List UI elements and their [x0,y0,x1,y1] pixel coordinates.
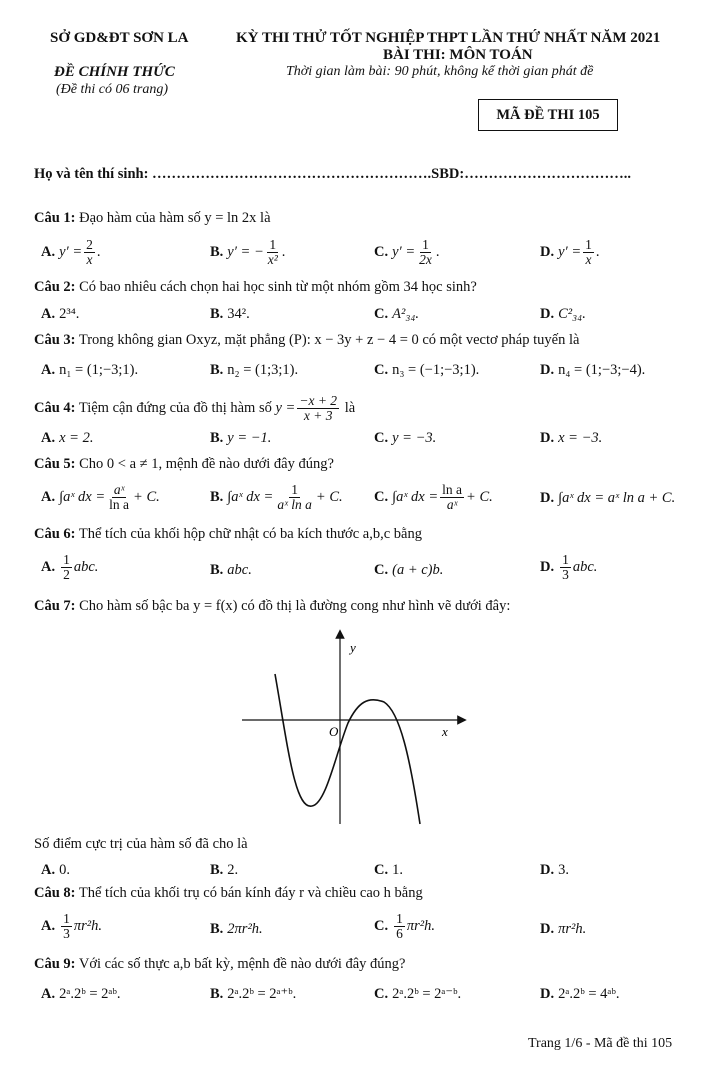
exam-code-box [478,99,618,131]
pages-note: (Đề thi có 06 trang) [56,82,168,97]
question-6: Câu 6: Thể tích của khối hộp chữ nhật có ba kích thước a,b,c bằng [34,526,422,542]
y-axis-label: y [350,640,356,655]
question-2: Câu 2: Có bao nhiêu cách chọn hai học sinh từ một nhóm gồm 34 học sinh? [34,279,477,295]
q8-option-b: B. 2πr²h. [210,921,263,937]
question-8: Câu 8: Thể tích của khối trụ có bán kính đáy r và chiều cao h bằng [34,885,423,901]
q2-option-c: C. A²₃₄. [374,306,420,322]
question-1 [34,210,271,227]
question-9: Câu 9: Với các số thực a,b bất kỳ, mệnh đề nào dưới đây đúng? [34,956,406,972]
question-5: Câu 5: Cho 0 < a ≠ 1, mệnh đề nào dưới đây đúng? [34,456,334,472]
q3-option-b: B. n₂ = (1;3;1). [210,362,299,378]
q6-option-c: C. (a + c)b. [374,562,444,578]
q8-option-a: A. $\frac{1}{3}$ πr²h. [41,911,102,942]
q5-option-b: B. ∫aˣ dx = $\frac{1}{\text{aˣ ln a}}$ + C. [210,482,343,513]
q7-option-c: C. 1. [374,862,403,878]
exam-subject: BÀI THI: MÔN TOÁN [383,47,533,63]
x-axis-label: x [442,724,448,739]
question-label: Câu 1: [34,210,76,226]
q4-option-a: A. x = 2. [41,430,94,446]
q1-option-d: D. y′ = $\frac{1}{x}$ . [540,237,600,268]
q8-option-d: D. πr²h. [540,921,587,937]
q1-option-c: C. y′ = $\frac{1}{2x}$ . [374,237,440,268]
q9-option-d: D. 2ᵃ.2ᵇ = 4ᵃᵇ. [540,986,620,1002]
origin-label: O [329,724,339,739]
q5-option-a: A. ∫aˣ dx = $\frac{\text{aˣ}}{\text{ln a}}$ + C. [41,482,160,513]
time-note: Thời gian làm bài: 90 phút, không kể thời gian phát đề [286,64,594,79]
page-footer: Trang 1/6 - Mã đề thi 105 [528,1036,673,1051]
q3-option-a: A. n₁ = (1;−3;1). [41,362,139,378]
q6-option-b: B. abc. [210,562,252,578]
official-label: ĐỀ CHÍNH THỨC [54,64,175,80]
q1-option-b: B. y′ = − $\frac{1}{\text{x²}}$ . [210,237,286,268]
cubic-graph [240,628,480,828]
q1-option-a: A. y′ = $\frac{2}{x}$ . [41,237,101,268]
q2-option-a: A. 2³⁴. [41,306,80,322]
exam-title: KỲ THI THỬ TỐT NGHIỆP THPT LẦN THỨ NHẤT NĂM 2021 [236,30,661,46]
q3-option-c: C. n₃ = (−1;−3;1). [374,362,480,378]
q9-option-b: B. 2ᵃ.2ᵇ = 2ᵃ⁺ᵇ. [210,986,297,1002]
q6-option-d: D. $\frac{1}{3}$ abc. [540,552,598,583]
question-text: Đạo hàm của hàm số y = ln 2x là [79,210,271,226]
q4-option-c: C. y = −3. [374,430,437,446]
question-7: Câu 7: Cho hàm số bậc ba y = f(x) có đồ thị là đường cong như hình vẽ dưới đây: [34,598,511,614]
candidate-line: Họ và tên thí sinh: ………………………………………………….SBD:…………………………….. [34,166,631,182]
question-3: Câu 3: Trong không gian Oxyz, mặt phẳng (P): x − 3y + z − 4 = 0 có một vectơ pháp tuyến là [34,332,580,348]
q6-option-a: A. $\frac{1}{2}$ abc. [41,552,99,583]
exam-code: MÃ ĐỀ THI 105 [496,106,600,123]
department-name: SỞ GD&ĐT SƠN LA [50,30,189,46]
q9-option-c: C. 2ᵃ.2ᵇ = 2ᵃ⁻ᵇ. [374,986,462,1002]
q7-option-d: D. 3. [540,862,569,878]
q2-option-d: D. C²₃₄. [540,306,586,322]
q5-option-d: D. ∫aˣ dx = aˣ ln a + C. [540,490,676,506]
q5-option-c: C. ∫aˣ dx = $\frac{\text{ln a}}{\text{aˣ}}$ + C. [374,482,493,513]
question-4: Câu 4: Tiệm cận đứng của đồ thị hàm số y = $\frac{-x + 2}{x + 3}$ là [34,393,356,424]
question-7-prompt: Số điểm cực trị của hàm số đã cho là [34,836,248,852]
q4-option-d: D. x = −3. [540,430,603,446]
curve [275,674,420,824]
q4-option-b: B. y = −1. [210,430,272,446]
q7-option-a: A. 0. [41,862,70,878]
q8-option-c: C. $\frac{1}{6}$ πr²h. [374,911,435,942]
q3-option-d: D. n₄ = (1;−3;−4). [540,362,646,378]
q2-option-b: B. 34². [210,306,250,322]
q7-option-b: B. 2. [210,862,239,878]
q9-option-a: A. 2ᵃ.2ᵇ = 2ᵃᵇ. [41,986,121,1002]
